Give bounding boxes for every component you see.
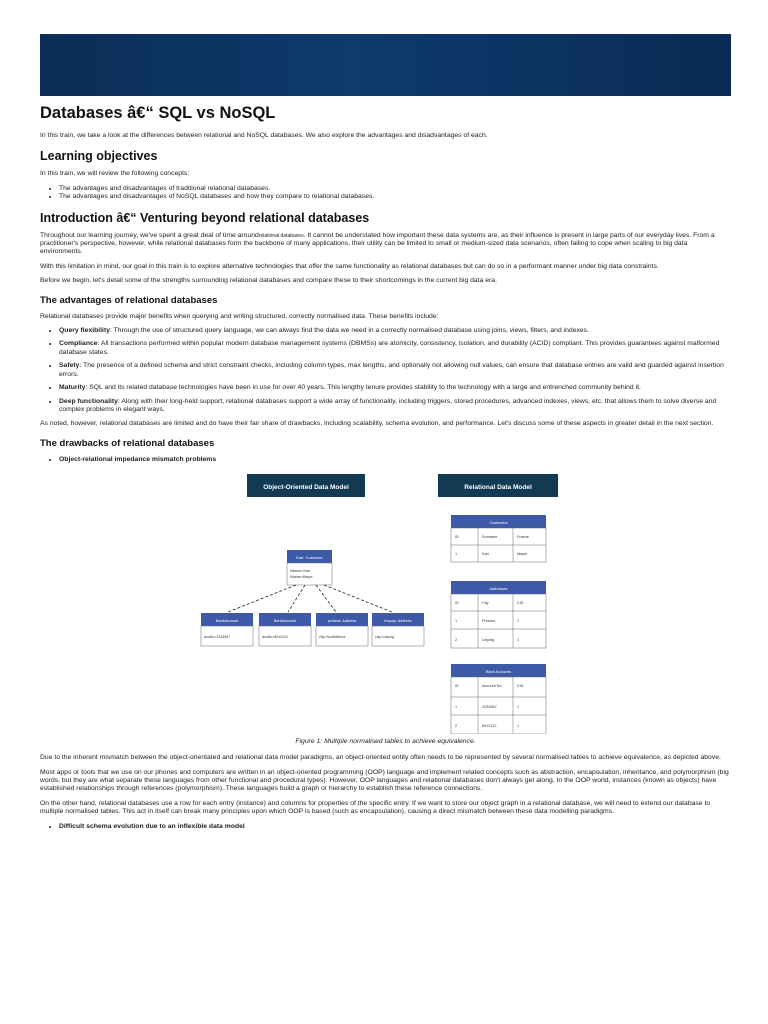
introduction-heading: Introduction â€“ Venturing beyond relational databases (40, 210, 370, 225)
table-cell: Account No (482, 684, 502, 689)
text-run: : Through the use of structured query language, we can always find the data we need in a correctly normalised database using joins, views, filters, and indexes. (110, 327, 589, 335)
table-cell: City (482, 601, 489, 606)
intro-paragraph: In this train, we take a look at the differences between relational and NoSQL databases. We also explore the advantages and disadvantages of each. (40, 132, 488, 139)
table-cell: 1 (455, 552, 458, 557)
table-cell: 1 (517, 619, 520, 624)
advantages-after: As noted, however, relational databases are limited and do have their fair share of drawbacks, including scalability, schema evolution, and performance. Let's discuss some of these aspects in greater detail in the next section. (40, 420, 714, 428)
child-object-value: city=Leipzig (375, 635, 394, 640)
mismatch-paragraph-3: On the other hand, relational databases use a row for each entry (instance) and columns for properties of the specific entry. If we want to store our object graph in a relational database, we will need to extend our database to multiple normalised tables. This act in itself can break many principles upon which OOP is based (such as encapsulation), causing a direct mismatch between these data modelling paradigms. (40, 799, 711, 816)
text-run: Throughout our learning journey, we've spent a great deal of time around (40, 231, 259, 239)
customers-table (451, 515, 546, 562)
learning-objectives-heading: Learning objectives (40, 149, 158, 164)
addresses-table (451, 581, 546, 648)
table-cell: 2 (455, 724, 458, 729)
root-object-name: Karl: Customer (296, 555, 323, 561)
introduction-paragraph-1 (40, 232, 731, 257)
term: Maturity (59, 384, 86, 392)
header-banner (40, 34, 731, 96)
table-cell: 1234567 (482, 705, 497, 710)
table-cell: 1 (517, 705, 520, 710)
list-item (59, 456, 731, 464)
relational-databases-link[interactable]: relational databases (258, 232, 304, 239)
text-run: . It cannot be understated how important these data systems are, as their influence is present in large parts of our everyday lives. From a practitioner's perspective, however, while relational databases form the backbone of many applications, their utility can be limited to small or medium-sized data scenarios, often failing to cope when scaling to big data environments. (40, 231, 715, 256)
article-body (40, 100, 731, 837)
learning-objectives-list (40, 185, 731, 202)
table-cell: 1 (517, 724, 520, 729)
list-item: • The advantages and disadvantages of NoSQL databases and how they compare to relational databases. (59, 193, 731, 201)
mismatch-paragraph-1: Due to the inherent mismatch between the object-orientated and relational data model paradigms, an object-oriented entity often needs to be represented by several normalised tables to achieve equivalence, as depicted above. (40, 754, 721, 762)
learning-objectives-lead: In this train, we will review the following concepts: (40, 170, 190, 178)
table-cell: 1 (455, 705, 458, 710)
term: Query flexibility (59, 327, 110, 335)
list-item (59, 823, 731, 831)
table-name: Addresses (489, 587, 508, 592)
text-run: : Along with their long-held support, relational databases support a wide array of functionality, including triggers, stored procedures, advanced indexes, views, etc. that allows them to solve diverse and complex problems in elegant ways. (59, 397, 717, 413)
advantages-lead: Relational databases provide major benefits when querying and writing structured, correctly normalised data. These benefits include: (40, 312, 439, 320)
root-attr: fName=Meyer (290, 575, 313, 580)
child-object-value: city=SouthAfrica (319, 635, 346, 640)
association-line (316, 585, 336, 612)
table-cell: CID (517, 684, 524, 689)
list-item (59, 327, 731, 335)
mismatch-paragraph-2: Most apps or tools that we use on our phones and computers are written in an object-oriented programming (OOP) language and implement related concepts such as abstraction, encapsulation, inheritance, and polymorphism (big words, but they are what separate these languages from other functional and procedural types). However, OOP languages and relational databases don't always get along. In the OOP world, instances (known as objects) have established relationships through references (polymorphism). These languages build a graph or hierarchy to establish these reference connections. (40, 768, 729, 793)
table-cell: Surname (482, 535, 498, 540)
table-cell: Mayer (517, 552, 528, 557)
association-line (324, 585, 392, 612)
child-object-name: prvtaria: Address (327, 619, 357, 624)
table-cell: ID (455, 684, 459, 689)
table-cell: CID (517, 601, 524, 606)
term: Difficult schema evolution due to an inflexible data model (59, 822, 245, 830)
table-cell: Pretoria (482, 619, 496, 624)
term: Object-relational impedance mismatch problems (59, 455, 217, 463)
drawbacks-list-1 (40, 456, 731, 464)
list-item (59, 362, 731, 379)
text-run: : SQL and its related database technologies have been in use for over 40 years. This lengthy tenure provides stability to the technology with a large and entrenched community behind it. (85, 384, 641, 392)
list-item: • The advantages and disadvantages of traditional relational databases. (59, 185, 731, 193)
table-cell: ID (455, 535, 459, 540)
root-attr: sName=Karl (290, 569, 310, 574)
drawbacks-list-2 (40, 823, 731, 831)
bank-accounts-table (451, 664, 546, 734)
table-name: Bank Accounts (485, 670, 512, 675)
term: Safety (59, 362, 80, 370)
drawbacks-heading: The drawbacks of relational databases (40, 437, 215, 449)
child-object-name: BankAccount (273, 619, 297, 624)
table-cell: ID (455, 601, 459, 606)
term: Deep functionality (59, 397, 118, 405)
list-item (59, 398, 731, 415)
data-model-figure (200, 474, 560, 734)
child-object-value: accNo=1234567 (204, 635, 231, 640)
term: Compliance (59, 340, 98, 348)
association-line (288, 585, 305, 612)
page-title: Databases â€“ SQL vs NoSQL (40, 104, 276, 122)
table-cell: 2 (455, 638, 458, 643)
figure-caption: Figure 1: Multiple normalised tables to achieve equivalence. (295, 738, 476, 746)
table-cell: 1 (517, 638, 520, 643)
table-name: Customers (489, 521, 508, 526)
association-line (228, 585, 296, 612)
child-object-name: BankAccount (215, 619, 239, 624)
advantages-heading: The advantages of relational databases (40, 294, 218, 306)
association-lines (228, 585, 392, 612)
table-cell: Karl (482, 552, 489, 557)
oo-title: Object-Oriented Data Model (263, 484, 349, 492)
child-object-value: accNo=8910112 (262, 635, 289, 640)
root-object-body (287, 563, 332, 585)
introduction-paragraph-3: Before we begin, let's detail some of the strengths surrounding relational databases and compare these to their shortcomings in the current big data era. (40, 277, 497, 285)
table-cell: 8910112 (482, 724, 497, 729)
text-run: : All transactions performed within popular modern database management systems (DBMSs) are atomicity, consistency, isolation, and durability (ACID) compliant. This provides guarantees against malformed database states. (59, 340, 720, 356)
figure-diagram (200, 474, 560, 734)
introduction-paragraph-2: With this limitation in mind, our goal in this train is to explore alternative technologies that offer the same functionality as relational databases but can do so in a performant manner under big data constraints. (40, 262, 659, 270)
advantages-list (40, 327, 731, 414)
table-body (451, 594, 546, 648)
list-item (59, 340, 731, 357)
text-run: : The presence of a defined schema and strict constraint checks, including column types, max lengths, and optionally not allowing null values, can ensure that database entries are valid and guarded against insertion errors. (59, 362, 724, 378)
table-cell: Leipzig (482, 638, 495, 643)
child-object-name: Inquay: Address (384, 619, 412, 624)
table-cell: Fname (517, 535, 529, 540)
list-item (59, 384, 731, 392)
table-cell: 1 (455, 619, 458, 624)
rel-title: Relational Data Model (464, 484, 532, 492)
